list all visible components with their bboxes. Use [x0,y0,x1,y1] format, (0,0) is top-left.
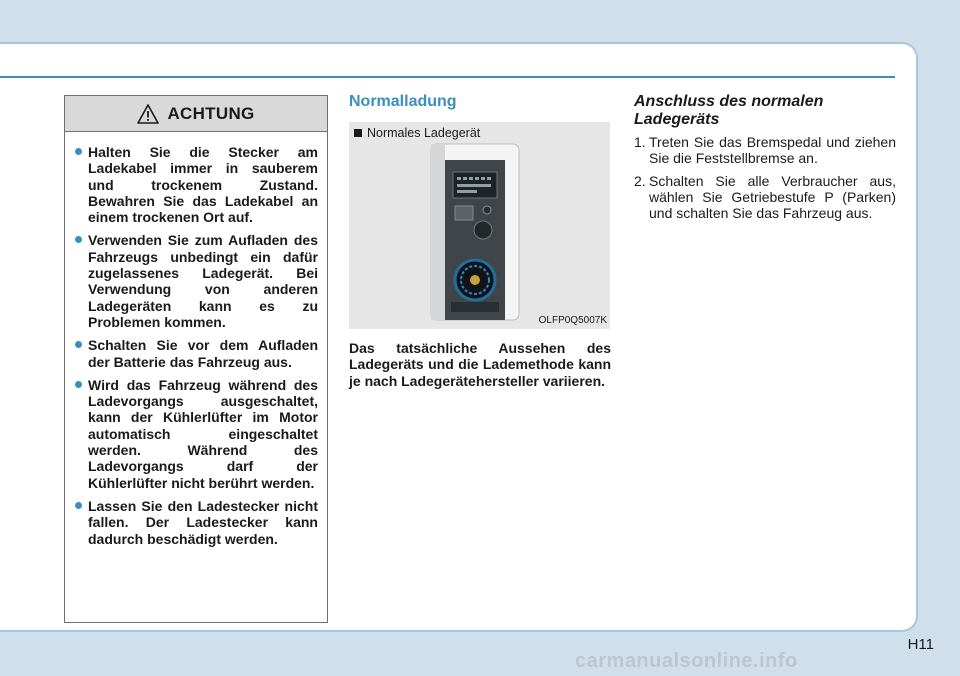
bullet-icon [75,341,82,348]
step-number: 1. [634,134,646,150]
watermark: carmanualsonline.info [575,650,798,672]
figure-label: Normales Ladegerät [354,126,480,140]
charger-illustration [429,142,529,322]
caution-title: ACHTUNG [167,103,255,123]
caution-item: Wird das Fahrzeug während des Ladevorgangs ausgeschaltet, kann der Kühlerlüfter im Motor automatisch eingeschaltet werden. Während des Ladevorgangs darf der Kühlerlüfter nicht berührt werden. [75,377,318,491]
step-number: 2. [634,172,646,189]
figure-code: OLFP0Q5007K [538,315,607,326]
square-bullet-icon [354,129,362,137]
caution-item: Halten Sie die Stecker am Ladekabel immer in sauberem und trockenem Zustand. Bewahren Sie das Ladekabel an einem trockenen Ort auf. [75,144,318,225]
right-section-title: Anschluss des normalen Ladegeräts [634,93,824,128]
step-text: Treten Sie das Bremspedal und ziehen Sie die Feststellbremse an. [649,134,896,167]
step-item [634,134,896,167]
bullet-icon [75,236,82,243]
caution-item: Verwenden Sie zum Aufladen des Fahrzeugs unbedingt ein dafür zugelassenes Ladegerät. Bei Verwendung von anderen Ladegeräten kann es zu Problemen kommen. [75,232,318,330]
charger-note: Das tatsächliche Aussehen des Ladegeräts und die Lademethode kann je nach Ladegerätehersteller variieren. [349,340,611,389]
caution-item: Schalten Sie vor dem Aufladen der Batterie das Fahrzeug aus. [75,337,318,370]
step-item [634,173,896,222]
bullet-icon [75,148,82,155]
caution-item: Lassen Sie den Ladestecker nicht fallen. Der Ladestecker kann dadurch beschädigt werden. [75,498,318,547]
warning-triangle-icon [137,104,159,124]
step-text: Schalten Sie alle Verbraucher aus, wählen Sie Getriebestufe P (Parken) und schalten Sie das Fahrzeug aus. [649,172,896,222]
top-rule [0,76,895,78]
caution-list [65,132,327,547]
caution-box [64,95,328,623]
steps-list [634,134,896,227]
caution-header [65,96,327,132]
bullet-icon [75,381,82,388]
page-number: H11 [907,636,934,653]
charger-figure [349,122,610,329]
bullet-icon [75,502,82,509]
section-title: Normalladung [349,93,457,110]
